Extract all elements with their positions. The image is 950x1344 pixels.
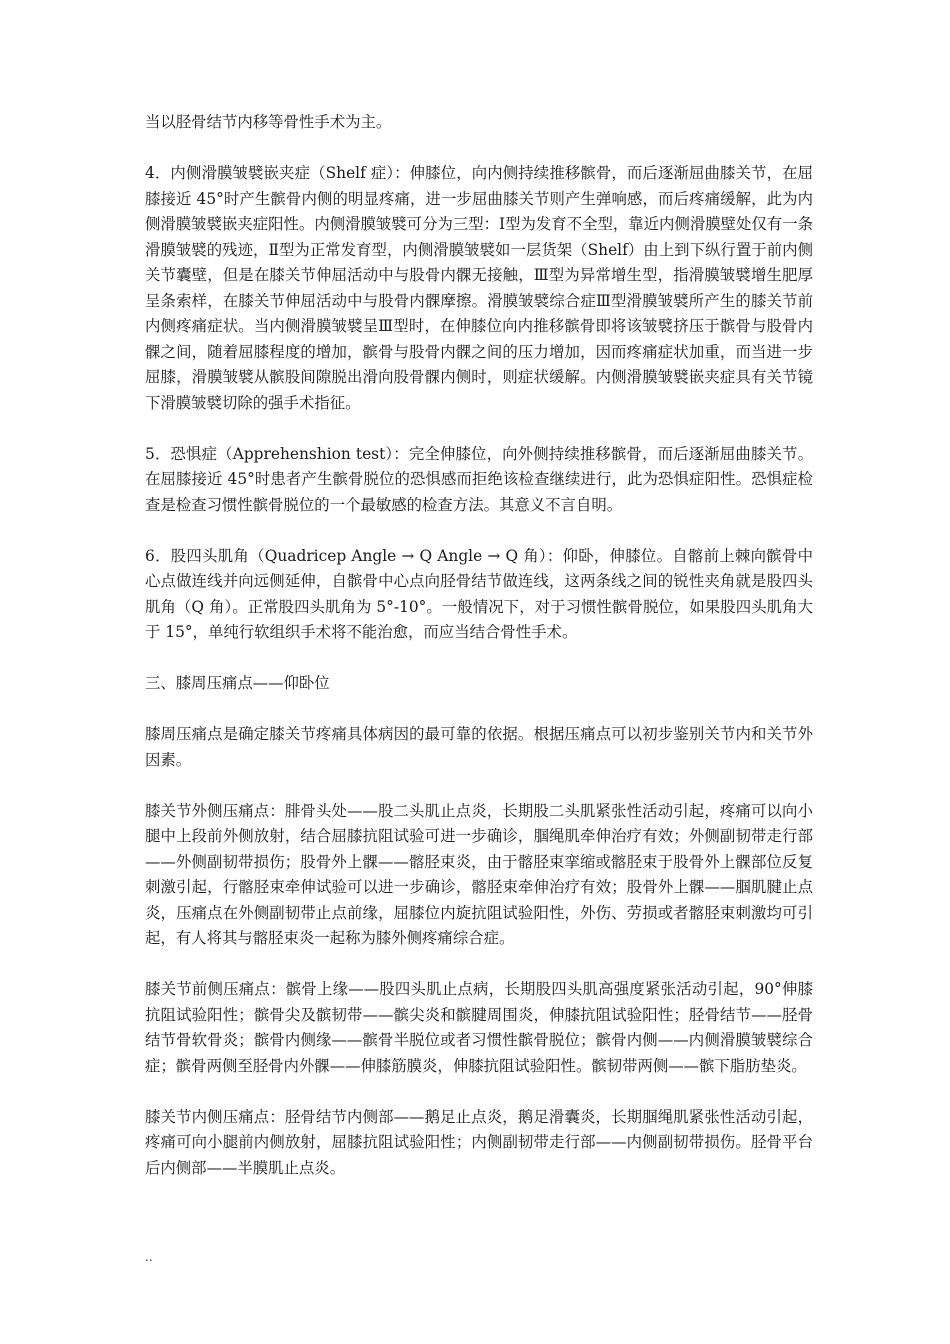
section-heading-tender-points: 三、膝周压痛点——仰卧位 [145, 674, 330, 692]
paragraph-intro-continuation: 当以胫骨结节内移等骨性手术为主。 [145, 113, 392, 131]
paragraph-apprehension-test: 5．恐惧症（Apprehenshion test）：完全伸膝位，向外侧持续推移髌骨，而后逐渐屈曲膝关节。在屈膝接近 45°时患者产生髌骨脱位的恐惧感而拒绝该检查继续进行，此为恐惧症阳性。恐惧症检查是检查习惯性髌骨脱位的一个最敏感的检查方法。其意义不言自明。 [145, 444, 813, 514]
paragraph-lateral-tender-points: 膝关节外侧压痛点：腓骨头处——股二头肌止点炎，长期股二头肌紧张性活动引起，疼痛可以向小腿中上段前外侧放射，结合屈膝抗阻试验可进一步确诊，腘绳肌牵伸治疗有效；外侧副韧带走行部——外侧副韧带损伤；股骨外上髁——髂胫束炎，由于髂胫束挛缩或髂胫束于股骨外上髁部位反复刺激引起，行髂胫束牵伸试验可以进一步确诊，髂胫束牵伸治疗有效；股骨外上髁——腘肌腱止点炎，压痛点在外侧副韧带止点前缘，屈膝位内旋抗阻试验阳性，外伤、劳损或者髂胫束刺激均可引起，有人将其与髂胫束炎一起称为膝外侧疼痛综合症。 [145, 801, 813, 947]
paragraph-tender-points-intro: 膝周压痛点是确定膝关节疼痛具体病因的最可靠的依据。根据压痛点可以初步鉴别关节内和关节外因素。 [145, 725, 813, 769]
paragraph-medial-tender-points: 膝关节内侧压痛点：胫骨结节内侧部——鹅足止点炎，鹅足滑囊炎，长期腘绳肌紧张性活动引起，疼痛可向小腿前内侧放射，屈膝抗阻试验阳性；内侧副韧带走行部——内侧副韧带损伤。胫骨平台后内侧部——半膜肌止点炎。 [145, 1107, 813, 1177]
paragraph-q-angle: 6．股四头肌角（Quadricep Angle → Q Angle → Q 角）：仰卧，伸膝位。自髂前上棘向髌骨中心点做连线并向远侧延伸，自髌骨中心点向胫骨结节做连线，这两条线之间的锐性夹角就是股四头肌角（Q 角）。正常股四头肌角为 5°-10°。一般情况下，对于习惯性髌骨脱位，如果股四头肌角大于 15°，单纯行软组织手术将不能治愈，而应当结合骨性手术。 [145, 546, 813, 641]
paragraph-anterior-tender-points: 膝关节前侧压痛点：髌骨上缘——股四头肌止点病，长期股四头肌高强度紧张活动引起，90°伸膝抗阻试验阳性；髌骨尖及髌韧带——髌尖炎和髌腱周围炎，伸膝抗阻试验阳性；胫骨结节——胫骨结节骨软骨炎；髌骨内侧缘——髌骨半脱位或者习惯性髌骨脱位；髌骨内侧——内侧滑膜皱襞综合症；髌骨两侧至胫骨内外髁——伸膝筋膜炎，伸膝抗阻试验阳性。髌韧带两侧——髌下脂肪垫炎。 [145, 980, 813, 1075]
footer-mark: .. [145, 1250, 153, 1264]
document-body [145, 110, 813, 1207]
paragraph-shelf-test: 4．内侧滑膜皱襞嵌夹症（Shelf 症）：伸膝位，向内侧持续推移髌骨，而后逐渐屈曲膝关节，在屈膝接近 45°时产生髌骨内侧的明显疼痛，进一步屈曲膝关节则产生弹响感，而后疼痛缓解，此为内侧滑膜皱襞嵌夹症阳性。内侧滑膜皱襞可分为三型：Ⅰ型为发育不全型，靠近内侧滑膜壁处仅有一条滑膜皱襞的残迹，Ⅱ型为正常发育型，内侧滑膜皱襞如一层货架（Shelf）由上到下纵行置于前内侧关节囊壁，但是在膝关节伸屈活动中与股骨内髁无接触，Ⅲ型为异常增生型，指滑膜皱襞增生肥厚呈条索样，在膝关节伸屈活动中与股骨内髁摩擦。滑膜皱襞综合症Ⅲ型滑膜皱襞所产生的膝关节前内侧疼痛症状。当内侧滑膜皱襞呈Ⅲ型时，在伸膝位向内推移髌骨即将该皱襞挤压于髌骨与股骨内髁之间，随着屈膝程度的增加，髌骨与股骨内髁之间的压力增加，因而疼痛症状加重，而当进一步屈膝，滑膜皱襞从髌股间隙脱出滑向股骨髁内侧时，则症状缓解。内侧滑膜皱襞嵌夹症具有关节镜下滑膜皱襞切除的强手术指征。 [145, 164, 813, 412]
